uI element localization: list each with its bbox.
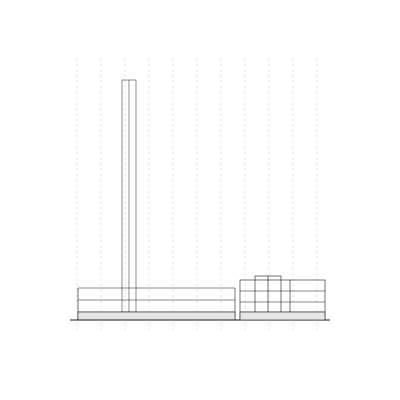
podium — [78, 288, 235, 320]
right-building — [240, 276, 325, 320]
tower-core — [122, 80, 136, 312]
project-info — [34, 371, 52, 381]
program-row — [34, 371, 52, 381]
